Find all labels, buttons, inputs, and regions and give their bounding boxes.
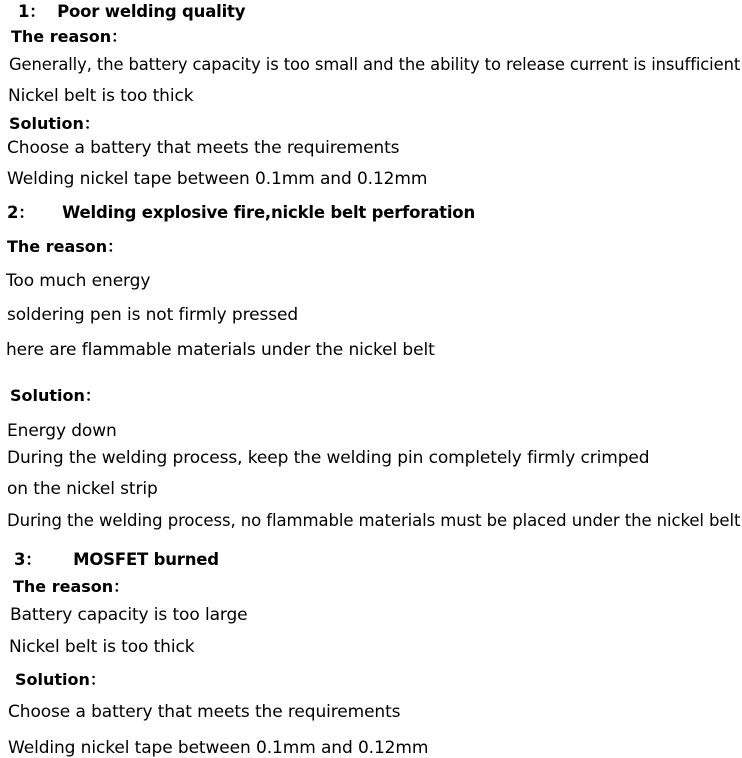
section-title: Poor welding quality xyxy=(57,2,246,21)
reason-line: Generally, the battery capacity is too small and the ability to release current is insufficient xyxy=(9,55,741,75)
section-2-heading xyxy=(7,205,475,222)
reason-line: Nickel belt is too thick xyxy=(9,637,195,657)
solution-label: Solution： xyxy=(10,386,101,405)
solution-line: on the nickel strip xyxy=(7,479,158,499)
reason-line: Nickel belt is too thick xyxy=(8,86,194,106)
solution-line: Welding nickel tape between 0.1mm and 0.12mm xyxy=(7,169,428,189)
solution-label: Solution： xyxy=(9,114,100,133)
section-number: 1： xyxy=(18,2,46,21)
solution-line: During the welding process, no flammable materials must be placed under the nickel belt xyxy=(7,511,741,531)
reason-label: The reason： xyxy=(11,27,128,46)
solution-line: Energy down xyxy=(7,421,117,441)
solution-line: Welding nickel tape between 0.1mm and 0.12mm xyxy=(8,738,429,758)
section-3-heading xyxy=(14,552,219,569)
reason-line: Battery capacity is too large xyxy=(10,605,248,625)
section-number: 3： xyxy=(14,550,42,569)
solution-label: Solution： xyxy=(15,670,106,689)
solution-line: Choose a battery that meets the requirements xyxy=(7,138,400,158)
section-number: 2： xyxy=(7,203,35,222)
reason-label: The reason： xyxy=(13,577,130,596)
solution-line: Choose a battery that meets the requirements xyxy=(8,702,401,722)
section-title: MOSFET burned xyxy=(73,550,219,569)
section-title: Welding explosive fire,nickle belt perforation xyxy=(62,203,475,222)
reason-line: here are flammable materials under the nickel belt xyxy=(6,340,435,360)
solution-line: During the welding process, keep the welding pin completely firmly crimped xyxy=(7,448,650,468)
reason-line: soldering pen is not firmly pressed xyxy=(7,305,299,325)
reason-line: Too much energy xyxy=(6,271,151,291)
reason-label: The reason： xyxy=(7,237,124,256)
section-1-heading xyxy=(18,4,245,21)
